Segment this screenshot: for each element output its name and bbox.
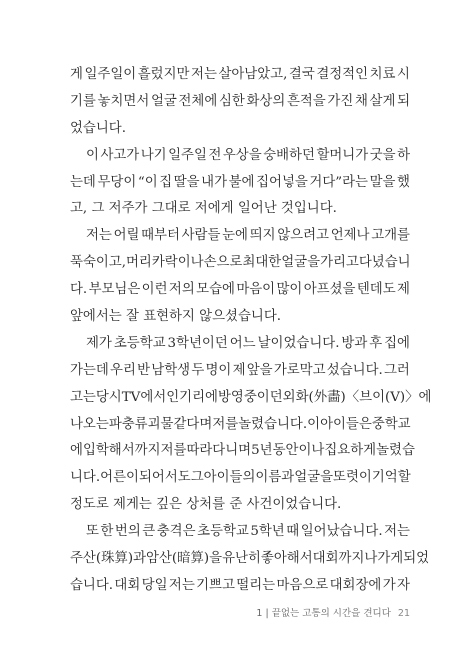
text-line: 이 사고가 나기 일주일 전 우상을 숭배하던 할머니가 굿을 하 bbox=[86, 147, 410, 163]
text-line: 제가 초등학교 3학년이던 어느 날이었습니다. 방과 후 집에 bbox=[86, 335, 410, 351]
text-line: 니다. 어른이 되어서도 그 아이들의 이름과 얼굴을 또렷이 기억할 bbox=[70, 470, 411, 486]
text-line: 었습니다. bbox=[70, 120, 126, 136]
text-line: 또 한 번의 큰 충격은 초등학교 5학년 때 일어났습니다. 저는 bbox=[86, 524, 410, 540]
text-line: 는데 무당이 “이 집 딸을 내가 불에 집어넣을 거다”라는 말을 했 bbox=[70, 174, 410, 190]
chapter-number: 1 bbox=[256, 608, 263, 619]
footer-separator: | bbox=[265, 608, 272, 619]
text-line: 기를 놓치면서 얼굴 전체에 심한 화상의 흔적을 가진 채 살게 되 bbox=[70, 93, 410, 109]
text-line: 저는 어릴 때부터 사람들 눈에 띄지 않으려고 언제나 고개를 bbox=[86, 228, 410, 244]
text-line: 게 일주일이 흘렀지만 저는 살아남았고, 결국 결정적인 치료 시 bbox=[70, 67, 410, 82]
text-line: 다. 부모님은 이런 저의 모습에 마음이 많이 아프셨을 텐데도 제 bbox=[70, 282, 410, 298]
chapter-title: 끝없는 고통의 시간을 견디다 bbox=[271, 608, 391, 619]
text-line: 정도로 제게는 깊은 상처를 준 사건이었습니다. bbox=[70, 497, 342, 513]
text-line: 고는 당시 TV에서 인기리에 방영 중이던 외화(外畵) 〈브이(V)〉에 bbox=[70, 389, 432, 405]
page-footer bbox=[256, 605, 410, 619]
text-line: 푹 숙이고, 머리카락이나 손으로 최대한 얼굴을 가리고 다녔습니 bbox=[70, 255, 411, 271]
text-line: 가는데 우리 반 남학생 두 명이 제 앞을 가로막고 섰습니다. 그러 bbox=[70, 362, 410, 378]
text-line: 주산(珠算)과 암산(暗算)을 유난히 좋아해서 대회까지 나가게 되었 bbox=[70, 551, 430, 567]
page-number: 21 bbox=[397, 608, 410, 619]
body-text bbox=[70, 62, 432, 600]
text-line: 앞에서는 잘 표현하지 않으셨습니다. bbox=[70, 309, 282, 325]
text-line: 습니다. 대회 당일 저는 기쁘고 떨리는 마음으로 대회장에 가 자 bbox=[70, 577, 410, 593]
text-line: 나오는 파충류 괴물 같다며 저를 놀렸습니다. 이 아이들은 중학교 bbox=[70, 416, 411, 432]
text-line: 에 입학해서까지 저를 따라다니며 5년 동안이나 집요하게 놀렸습 bbox=[70, 443, 415, 459]
text-line: 고, 그 저주가 그대로 저에게 일어난 것입니다. bbox=[70, 201, 337, 217]
